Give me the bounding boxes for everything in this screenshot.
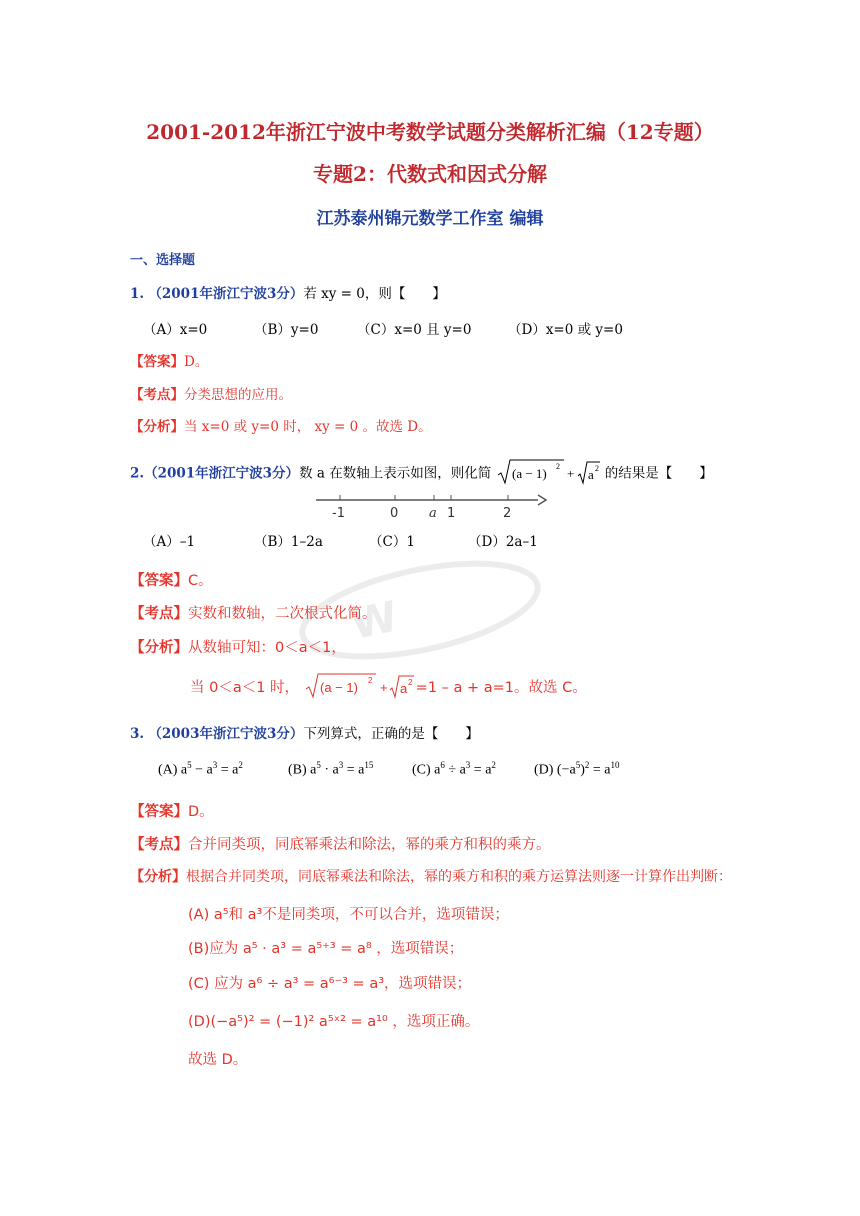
analysis-condition: 当 0＜a＜1 时， [190, 680, 300, 696]
section-heading: 一、选择题 [130, 253, 196, 268]
q1-analysis [130, 415, 432, 435]
answer-tag: 【答案】 [130, 804, 188, 820]
analysis-tag: 【分析】 [130, 640, 188, 656]
axis-label-neg1: -1 [332, 506, 345, 521]
q2-option-b: （B）1–2a [254, 534, 323, 550]
point-tag: 【考点】 [130, 606, 188, 622]
svg-text:2: 2 [367, 676, 373, 685]
point-text: 实数和数轴，二次根式化简。 [188, 606, 377, 622]
answer-tag: 【答案】 [130, 354, 184, 370]
svg-text:(a − 1): (a − 1) [511, 466, 547, 481]
radical-formula-icon [496, 458, 601, 486]
q1-option-d: （D）x=0 或 y=0 [508, 322, 623, 338]
q2-answer [130, 569, 213, 590]
answer-text: C。 [188, 573, 213, 589]
question-source: （2001年浙江宁波3分） [148, 286, 304, 302]
svg-text:2: 2 [407, 678, 413, 687]
q2-option-c: （C）1 [369, 534, 415, 550]
q3-option-b: (B) $a^5 \cdot a^3 = a^{15}$ [288, 760, 374, 778]
q2-analysis-line2 [190, 672, 587, 704]
q3-option-d: (D) $(-a^5)^2 = a^{10}$ [534, 760, 620, 778]
q3-analysis-item-a: (A) a⁵和 a³不是同类项，不可以合并，选项错误； [188, 907, 509, 923]
question-stem: 数 a 在数轴上表示如图，则化简 [299, 465, 492, 482]
question-source: （2001年浙江宁波3分） [144, 465, 300, 482]
question-number: 3. [130, 726, 145, 742]
q3-analysis [130, 866, 732, 886]
document-subtitle: 专题2：代数式和因式分解 [313, 162, 547, 186]
axis-label-0: 0 [390, 506, 399, 521]
svg-text:2: 2 [594, 464, 599, 473]
question-stem: 若 xy = 0，则【 】 [303, 286, 446, 302]
document-editor: 江苏泰州锦元数学工作室 编辑 [316, 209, 544, 229]
svg-text:+: + [379, 680, 388, 695]
q1-option-b: （B）y=0 [254, 322, 319, 338]
question-number: 2. [130, 465, 145, 482]
q1-option-a: （A）x=0 [143, 322, 208, 338]
analysis-text: 从数轴可知：0＜a＜1， [188, 640, 346, 656]
q3-analysis-item-b: (B)应为 a⁵ · a³ = a⁵⁺³ = a⁸ ，选项错误； [188, 941, 464, 957]
analysis-result: =1 – a + a=1。故选 C。 [415, 680, 587, 696]
analysis-tag: 【分析】 [130, 869, 186, 885]
svg-text:2: 2 [555, 462, 560, 471]
question-number: 1. [130, 286, 145, 302]
svg-text:W: W [346, 591, 403, 650]
axis-label-2: 2 [503, 506, 512, 521]
axis-label-a: a [429, 506, 437, 521]
q2-point [130, 602, 377, 623]
q1-answer [130, 350, 208, 370]
point-text: 分类思想的应用。 [184, 387, 292, 403]
q3-option-c: (C) $a^6 \div a^3 = a^2$ [412, 760, 496, 778]
document-title: 2001-2012年浙江宁波中考数学试题分类解析汇编（12专题） [146, 120, 714, 144]
answer-text: D。 [184, 354, 209, 370]
q3-option-a: (A) $a^5 - a^3 = a^2$ [158, 760, 243, 778]
point-tag: 【考点】 [130, 387, 184, 403]
q2-option-d: （D）2a–1 [468, 534, 538, 550]
svg-text:a: a [399, 681, 407, 696]
question-stem: 下列算式，正确的是【 】 [303, 726, 479, 742]
analysis-tag: 【分析】 [130, 419, 184, 435]
radical-formula-red-icon [304, 672, 416, 700]
q1-option-c: （C）x=0 且 y=0 [357, 322, 472, 338]
radical-expression [496, 458, 601, 490]
q3-point [130, 833, 551, 854]
q1-point [130, 383, 292, 403]
question-3 [130, 722, 479, 742]
radical-expression-red [304, 672, 416, 704]
q2-option-a: （A）–1 [143, 534, 196, 550]
question-source: （2003年浙江宁波3分） [148, 726, 304, 742]
q3-answer [130, 800, 214, 821]
question-2 [130, 458, 713, 490]
svg-text:(a − 1): (a − 1) [319, 680, 358, 695]
analysis-text: 根据合并同类项，同底幂乘法和除法，幂的乘方和积的乘方运算法则逐一计算作出判断： [186, 869, 732, 885]
question-1 [130, 282, 446, 302]
question-stem-end: 的结果是【 】 [604, 465, 713, 482]
answer-text: D。 [188, 804, 214, 820]
point-text: 合并同类项，同底幂乘法和除法，幂的乘方和积的乘方。 [188, 837, 551, 853]
point-tag: 【考点】 [130, 837, 188, 853]
answer-tag: 【答案】 [130, 573, 188, 589]
q3-analysis-item-d: (D)(−a⁵)² = (−1)² a⁵ˣ² = a¹⁰ ，选项正确。 [188, 1014, 480, 1030]
number-line-figure [310, 490, 550, 522]
axis-label-1: 1 [447, 506, 456, 521]
q3-analysis-conclusion: 故选 D。 [188, 1052, 248, 1068]
q2-analysis [130, 636, 346, 657]
svg-text:+: + [566, 466, 574, 481]
analysis-text: 当 x=0 或 y=0 时， xy = 0 。故选 D。 [184, 419, 432, 435]
q3-analysis-item-c: (C) 应为 a⁶ ÷ a³ = a⁶⁻³ = a³，选项错误； [188, 976, 472, 992]
svg-text:a: a [587, 467, 594, 482]
